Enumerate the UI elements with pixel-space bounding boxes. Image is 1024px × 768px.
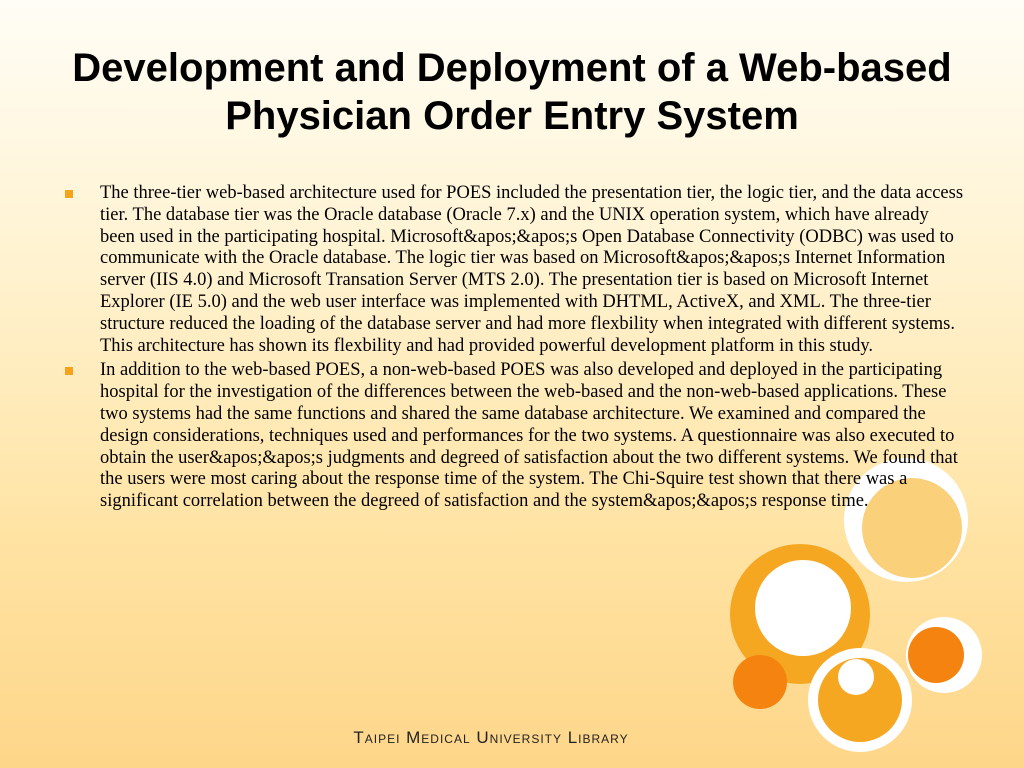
square-bullet-icon [65,190,73,198]
bullet-text: The three-tier web-based architecture used for POES included the presentation tier, the logic tier, and the data access tier. The database tier was the Oracle database (Oracle 7.x) and the UNIX operation system, which have already been used in the participating hospital. Microsoft&apos;&apos;s Open Database Connectivity (ODBC) was used to communicate with the Oracle database. The logic tier was based on Microsoft&apos;&apos;s Internet Information server (IIS 4.0) and Microsoft Transation Server (MTS 2.0). The presentation tier is based on Microsoft Internet Explorer (IE 5.0) and the web user interface was implemented with DHTML, ActiveX, and XML. The three-tier structure reduced the loading of the database server and had more flexbility when integrated with different systems. This architecture has shown its flexbility and had provided powerful development platform in this study. [100,183,964,356]
bullet-text: In addition to the web-based POES, a non-web-based POES was also developed and deployed in the participating hospital for the investigation of the differences between the web-based and the non-web-based applications. These two systems had the same functions and shared the same database architecture. We examined and compared the design considerations, techniques used and performances for the two systems. A questionnaire was also executed to obtain the user&apos;&apos;s judgments and degreed of satisfaction about the two different systems. We found that the users were most caring about the response time of the system. The Chi-Squire test shown that there was a significant correlation between the degreed of satisfaction and the system&apos;&apos;s response time. [100,360,958,512]
slide-title: Development and Deployment of a Web-based Physician Order Entry System [72,46,952,138]
bullet-item [62,360,968,513]
decor-circle-orange-right [908,627,964,683]
bullet-item [62,183,968,357]
decor-circle-white-center [838,659,874,695]
decor-circle-orange-small [733,655,787,709]
footer-library-name: Taipei Medical University Library [353,728,629,747]
square-bullet-icon [65,367,73,375]
decor-circle-white-inner [755,560,851,656]
bullet-list [62,183,968,516]
